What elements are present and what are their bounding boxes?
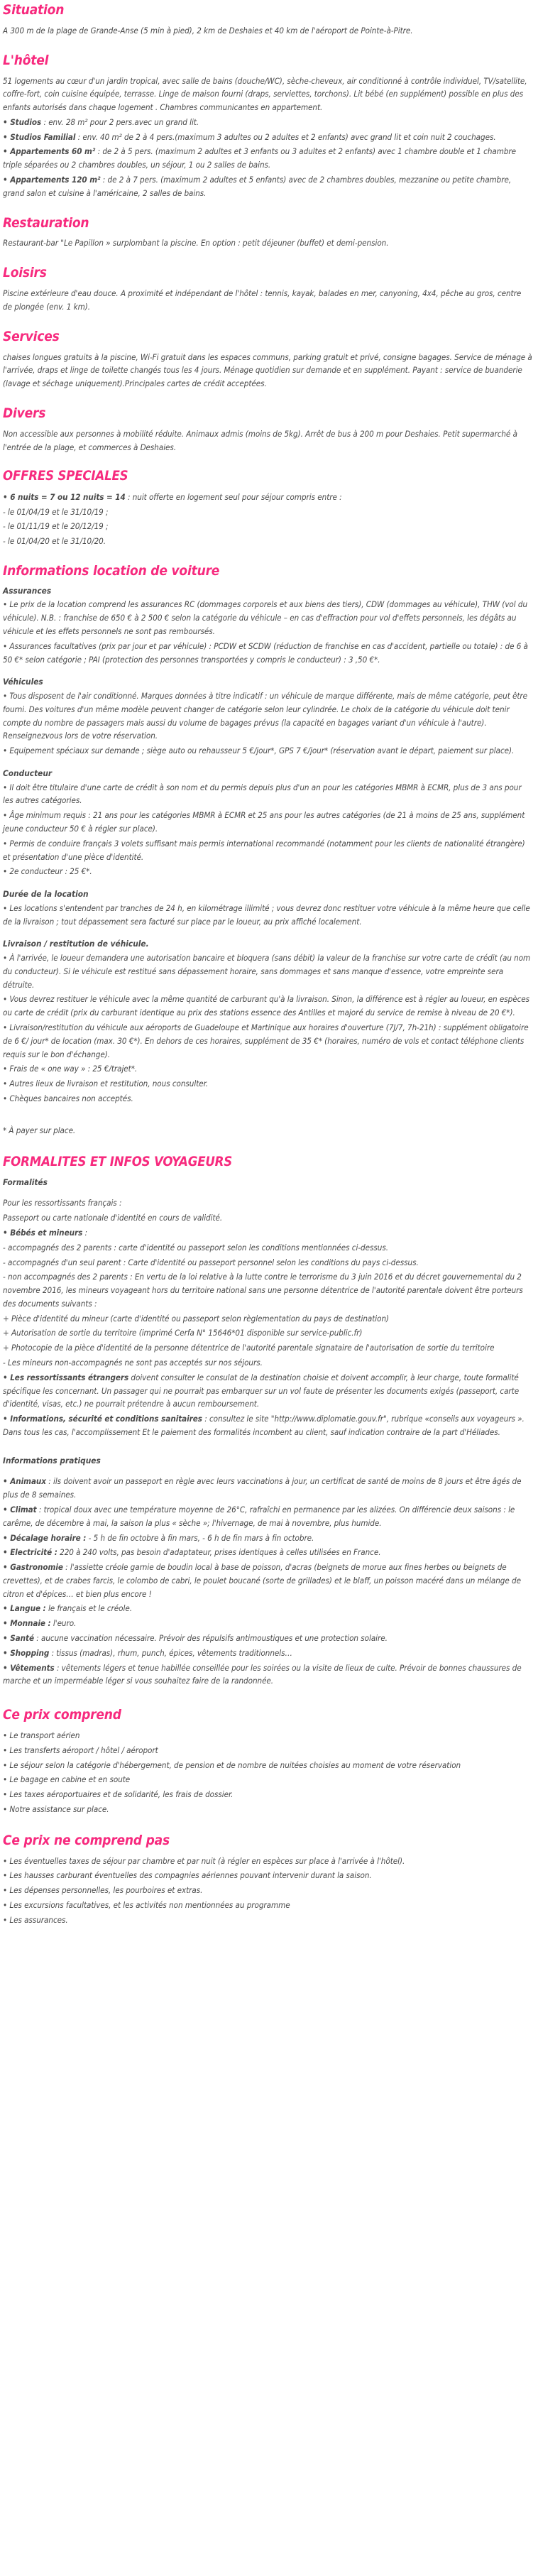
paragraph-lead: • Animaux [3, 1476, 46, 1487]
car-rental-line: • Equipement spéciaux sur demande ; siège auto ou rehausseur 5 €/jour*, GPS 7 €/jour* (réservation avant le départ, paiement sur place). [3, 746, 515, 756]
section-offres-speciales-line: - le 01/04/19 et le 31/10/19 ; [3, 506, 109, 517]
formalities-line: • Informations, sécurité et conditions sanitaires : consultez le site "http://www.diplomatie.gouv.fr", rubrique «conseils aux voyageurs ». Dans tous les cas, l'accomplissement Et le paiement des formalités incombent au client, sauf indication contraire de la part d'Héliades. [3, 1414, 525, 1437]
practical-line: • Shopping : tissus (madras), rhum, punch, épices, vêtements traditionnels… [3, 1647, 292, 1658]
car-rental-line: • Autres lieux de livraison et restitution, nous consulter. [3, 1079, 209, 1089]
price-include-item: • Les transferts aéroport / hôtel / aéroport [3, 1745, 158, 1755]
car-rental-line: • Vous devrez restituer le véhicule avec la même quantité de carburant qu'à la livraison. Sinon, la différence est à régler au loueur, en espèces ou carte de crédit (prix du carburant identique au prix des stations essence des Antilles et majoré du service de remise à niveau de 20 €*). [3, 994, 530, 1018]
section-lhotel-line: 51 logements au cœur d'un jardin tropical, avec salle de bains (douche/WC), sèche-cheveux, air conditionné à contrôle individuel, TV/satellite, coffre-fort, coin cuisine équipée, terrasse. Linge de maison fourni (draps, serviettes, torchons). Lit bébé (en supplément) possible en plus des enfants autorisés dans chaque logement . Chambres communicantes en appartement. [3, 75, 527, 113]
section-heading-offres-speciales: OFFRES SPECIALES [3, 469, 128, 484]
section-heading-price-includes: Ce prix comprend [3, 1707, 121, 1723]
formalities-line: - Les mineurs non-accompagnés ne sont pas acceptés sur nos séjours. [3, 1358, 263, 1368]
section-lhotel-line: • Studios Familial : env. 40 m² de 2 à 4 pers.(maximum 3 adultes ou 2 adultes et 2 enfants) avec grand lit et coin nuit 2 couchages. [3, 131, 496, 142]
section-offres-speciales-line: • 6 nuits = 7 ou 12 nuits = 14 : nuit offerte en logement seul pour séjour compris entre : [3, 491, 342, 502]
section-situation [3, 3, 532, 38]
paragraph-lead: • Langue : [3, 1603, 46, 1614]
section-heading-lhotel: L'hôtel [3, 52, 49, 68]
price-exclude-item: • Les excursions facultatives, et les activités non mentionnées au programme [3, 1899, 290, 1910]
subsection-heading-car-0: Assurances [3, 585, 52, 596]
practical-line: • Langue : le français et le créole. [3, 1603, 132, 1614]
paragraph-lead: • Monnaie : [3, 1618, 51, 1629]
section-loisirs-line: Piscine extérieure d'eau douce. A proximité et indépendant de l'hôtel : tennis, kayak, balades en mer, canyoning, 4x4, pêche au gros, centre de plongée (env. 1 km). [3, 288, 522, 312]
practical-line: • Electricité : 220 à 240 volts, pas besoin d'adaptateur, prises identiques à celles utilisées en France. [3, 1547, 381, 1558]
section-heading-services: Services [3, 328, 60, 344]
practical-line: • Décalage horaire : - 5 h de fin octobre à fin mars, - 6 h de fin mars à fin octobre. [3, 1532, 314, 1543]
formalities-line: • Les ressortissants étrangers doivent consulter le consulat de la destination choisie et doivent accomplir, à leur charge, toute formalité spécifique les concernant. Un passager qui ne pourrait pas embarquer sur un vol faute de présenter les documents exigés (passeport, carte d'identité, visas, etc.) ne pourrait prétendre à aucun remboursement. [3, 1372, 520, 1409]
paragraph-lead: • Santé [3, 1633, 34, 1644]
section-heading-formalities: FORMALITES ET INFOS VOYAGEURS [3, 1155, 233, 1170]
paragraph-lead: • Appartements 120 m² [3, 175, 101, 185]
paragraph-lead: • Gastronomie [3, 1562, 63, 1573]
section-lhotel [3, 53, 532, 200]
price-includes-container [3, 1708, 532, 1816]
section-heading-restauration: Restauration [3, 214, 89, 231]
section-divers [3, 406, 532, 454]
car-rental-line: • Il doit être titulaire d'une carte de crédit à son nom et du permis depuis plus d'un an pour les catégories MBMR à ECMR, plus de 3 ans pour les autres catégories. [3, 782, 522, 806]
car-rental-line: • Permis de conduire français 3 volets suffisant mais permis international recommandé (notamment pour les clients de nationalité étrangère) et présentation d'une pièce d'identité. [3, 838, 525, 862]
section-heading-situation: Situation [3, 2, 65, 18]
formalities-line: • Bébés et mineurs : [3, 1228, 87, 1238]
subsection-heading-car-4: Livraison / restitution de véhicule. [3, 939, 149, 949]
formalities-line: - accompagnés des 2 parents : carte d'identité ou passeport selon les conditions mentionnées ci-dessus. [3, 1242, 388, 1252]
spacer [3, 1468, 532, 1475]
car-rental-line: • Les locations s'entendent par tranches de 24 h, en kilométrage illimité ; vous devrez donc restituer votre véhicule à la même heure que celle de la livraison ; tout dépassement sera facturé sur place par le loueur, au prix affiché localement. [3, 902, 530, 927]
car-rental-line: • Le prix de la location comprend les assurances RC (dommages corporels et aux biens des tiers), CDW (dommages au véhicule), THW (vol du véhicule). N.B. : franchise de 650 € à 2 500 € selon la catégorie du véhicule – en cas d'effraction pour vol d'effets personnels, les dégâts au véhicule et les effets personnels ne sont pas remboursés. [3, 599, 528, 637]
paragraph-lead: • Appartements 60 m² [3, 146, 96, 157]
section-services-line: chaises longues gratuits à la piscine, Wi-Fi gratuit dans les espaces communs, parking gratuit et privé, consigne bagages. Service de ménage à l'arrivée, draps et linge de toilette changés tous les 4 jours. Ménage quotidien sur demande et en supplément. Payant : service de buanderie (lavage et séchage uniquement).Principales cartes de crédit acceptées. [3, 351, 532, 389]
spacer [3, 1189, 532, 1196]
subsection-heading-formalites: Formalités [3, 1177, 48, 1187]
section-loisirs [3, 266, 532, 313]
section-lhotel-line: • Studios : env. 28 m² pour 2 pers.avec un grand lit. [3, 116, 199, 127]
formalities-line: + Photocopie de la pièce d'identité de la personne détentrice de l'autorité parentale signataire de l'autorisation de sortie du territoire [3, 1343, 495, 1353]
car-rental-line: • Âge minimum requis : 21 ans pour les catégories MBMR à ECMR et 25 ans pour les autres catégories (de 21 à moins de 25 ans, supplément jeune conducteur 50 € à régler sur place). [3, 810, 525, 834]
practical-line: • Monnaie : l'euro. [3, 1618, 77, 1629]
practical-line: • Climat : tropical doux avec une température moyenne de 26°C, rafraîchi en permanence par les alizées. On différencie deux saisons : le carême, de décembre à mai, la saison la plus « sèche »; l'hivernage, de mai à novembre, plus humide. [3, 1504, 515, 1528]
price-exclude-item: • Les éventuelles taxes de séjour par chambre et par nuit (à régler en espèces sur place à l'arrivée à l'hôtel). [3, 1855, 405, 1866]
car-rental-line: • Assurances facultatives (prix par jour et par véhicule) : PCDW et SCDW (réduction de franchise en cas d'accident, partielle ou totale) : de 6 à 50 €* selon catégorie ; PAI (protection des personnes transportées y compris le conducteur) : 3 ,50 €*. [3, 640, 528, 665]
car-rental-line: • 2e conducteur : 25 €*. [3, 866, 92, 877]
price-exclude-item: • Les assurances. [3, 1914, 68, 1925]
price-include-item: • Le bagage en cabine et en soute [3, 1774, 131, 1785]
formalities-line: Pour les ressortissants français : [3, 1198, 122, 1208]
section-car-rental [3, 564, 532, 1137]
price-exclude-item: • Les dépenses personnelles, les pourboires et extras. [3, 1885, 203, 1896]
paragraph-lead: • Décalage horaire : [3, 1532, 87, 1543]
paragraph-lead: • Electricité : [3, 1547, 57, 1558]
section-lhotel-line: • Appartements 60 m² : de 2 à 5 pers. (maximum 2 adultes et 3 enfants ou 3 adultes et 2 enfants) avec 1 chambre double et 1 chambre triple séparées ou 2 chambres doubles, un séjour, 1 ou 2 salles de bains. [3, 146, 517, 170]
section-restauration-line: Restaurant-bar "Le Papillon » surplombant la piscine. En option : petit déjeuner (buffet) et demi-pension. [3, 238, 389, 249]
subsection-heading-informations-pratiques: Informations pratiques [3, 1455, 101, 1466]
section-heading-car-rental: Informations location de voiture [3, 562, 220, 579]
paragraph-lead: • Shopping [3, 1647, 50, 1658]
price-include-item: • Les taxes aéroportuaires et de solidarité, les frais de dossier. [3, 1789, 234, 1800]
section-heading-loisirs: Loisirs [3, 265, 47, 281]
paragraph-lead: • Les ressortissants étrangers [3, 1372, 129, 1382]
section-offres-speciales-line: - le 01/11/19 et le 20/12/19 ; [3, 521, 109, 532]
formalities-line: + Autorisation de sortie du territoire (imprimé Cerfa N° 15646*01 disponible sur service-public.fr) [3, 1328, 363, 1338]
price-include-item: • Le transport aérien [3, 1730, 80, 1741]
subsection-heading-car-1: Véhicules [3, 677, 43, 687]
paragraph-lead: • Studios [3, 116, 42, 127]
formalities-line: + Pièce d'identité du mineur (carte d'identité ou passeport selon règlementation du pays de destination) [3, 1313, 390, 1324]
car-rental-line: • Frais de « one way » : 25 €/trajet*. [3, 1064, 138, 1074]
price-include-item: • Notre assistance sur place. [3, 1803, 109, 1814]
paragraph-lead: • Studios Familial [3, 131, 76, 142]
practical-line: • Gastronomie : l'assiette créole garnie de boudin local à base de poisson, d'acras (beignets de morue aux fines herbes ou beignets de crevettes), et de crabes farcis, le colombo de cabri, le poulet boucané (sorte de grillades) et le blaff, un poisson macéré dans un mélange de citron et d'épices… et bien plus encore ! [3, 1562, 521, 1599]
practical-line: • Santé : aucune vaccination nécessaire. Prévoir des répulsifs antimoustiques et une protection solaire. [3, 1633, 388, 1644]
car-rental-line: • Tous disposent de l'air conditionné. Marques données à titre indicatif : un véhicule de marque différente, mais de même catégorie, peut être fourni. Des voitures d'un même modèle peuvent changer de catégorie selon leur cylindrée. Le choix de la catégorie du véhicule doit tenir compte du nombre de passagers mais aussi du volume de bagages prévus (la capacité en bagages variant d'un véhicule à l'autre). Renseignezvous lors de votre réservation. [3, 691, 528, 741]
car-rental-footnote: * À payer sur place. [3, 1125, 76, 1135]
section-heading-price-excludes: Ce prix ne comprend pas [3, 1832, 170, 1848]
car-rental-line: • À l'arrivée, le loueur demandera une autorisation bancaire et bloquera (sans débit) la valeur de la franchise sur votre carte de crédit (au nom du conducteur). Si le véhicule est restitué sans dépassement horaire, sans dommages et sans manque d'essence, votre empreinte sera détruite. [3, 953, 531, 990]
formalities-line: Passeport ou carte nationale d'identité en cours de validité. [3, 1213, 223, 1223]
paragraph-lead: • Informations, sécurité et conditions sanitaires [3, 1414, 202, 1424]
car-rental-container [3, 564, 532, 1137]
formalities-line: - accompagnés d'un seul parent : Carte d'identité ou passeport personnel selon les conditions du pays ci-dessus. [3, 1257, 419, 1267]
paragraph-lead: • Bébés et mineurs [3, 1228, 83, 1238]
practical-line: • Vêtements : vêtements légers et tenue habillée conseillée pour les soirées ou la visite de lieux de culte. Prévoir de bonnes chaussures de marche et un imperméable léger si vous souhaitez faire de la randonnée. [3, 1662, 522, 1686]
price-exclude-item: • Les hausses carburant éventuelles des compagnies aériennes pouvant intervenir durant la saison. [3, 1870, 372, 1881]
practical-line: • Animaux : ils doivent avoir un passeport en règle avec leurs vaccinations à jour, un certificat de santé de moins de 8 jours et être âgés de plus de 8 semaines. [3, 1476, 522, 1500]
section-offres-speciales-line: - le 01/04/20 et le 31/10/20. [3, 536, 106, 547]
section-restauration [3, 216, 532, 251]
formalities-container [3, 1155, 532, 1439]
car-rental-line: • Livraison/restitution du véhicule aux aéroports de Guadeloupe et Martinique aux horaires d'ouverture (7J/7, 7h-21h) : supplément obligatoire de 6 €/ jour* de location (max. 30 €*). En dehors de ces horaires, supplément de 35 €* (horaires, numéro de vols et contact téléphone clients requis sur le bon d'échange). [3, 1022, 529, 1059]
price-excludes-container [3, 1833, 532, 1927]
section-divers-line: Non accessible aux personnes à mobilité réduite. Animaux admis (moins de 5kg). Arrêt de bus à 200 m pour Deshaies. Petit supermarché à l'entrée de la plage, et commerces à Deshaies. [3, 428, 517, 452]
paragraph-lead: • Climat [3, 1504, 37, 1515]
paragraph-lead: • 6 nuits = 7 ou 12 nuits = 14 [3, 491, 126, 502]
practical-info-container [3, 1455, 532, 1688]
section-situation-line: A 300 m de la plage de Grande-Anse (5 min à pied), 2 km de Deshaies et 40 km de l'aéroport de Pointe-à-Pitre. [3, 25, 413, 36]
section-offres-speciales [3, 469, 532, 547]
subsection-heading-car-2: Conducteur [3, 768, 53, 778]
paragraph-lead: • Vêtements [3, 1662, 55, 1673]
car-rental-line: • Chèques bancaires non acceptés. [3, 1093, 133, 1103]
sections-container [3, 3, 532, 548]
section-price-includes [3, 1708, 532, 1816]
section-price-excludes [3, 1833, 532, 1927]
section-services [3, 329, 532, 391]
section-heading-divers: Divers [3, 405, 46, 421]
section-practical-info [3, 1455, 532, 1688]
formalities-line: - non accompagnés des 2 parents : En vertu de la loi relative à la lutte contre le terrorisme du 3 juin 2016 et du décret gouvernemental du 2 novembre 2016, les mineurs voyageant hors du territoire national sans une personne détentrice de l'autorité parentale doivent être porteurs des documents suivants : [3, 1272, 523, 1309]
price-include-item: • Le séjour selon la catégorie d'hébergement, de pension et de nombre de nuitées choisies au moment de votre réservation [3, 1759, 461, 1770]
section-formalities [3, 1155, 532, 1439]
subsection-heading-car-3: Durée de la location [3, 889, 89, 900]
section-lhotel-line: • Appartements 120 m² : de 2 à 7 pers. (maximum 2 adultes et 5 enfants) avec de 2 chambres doubles, mezzanine ou petite chambre, grand salon et cuisine à l'américaine, 2 salles de bains. [3, 175, 512, 198]
